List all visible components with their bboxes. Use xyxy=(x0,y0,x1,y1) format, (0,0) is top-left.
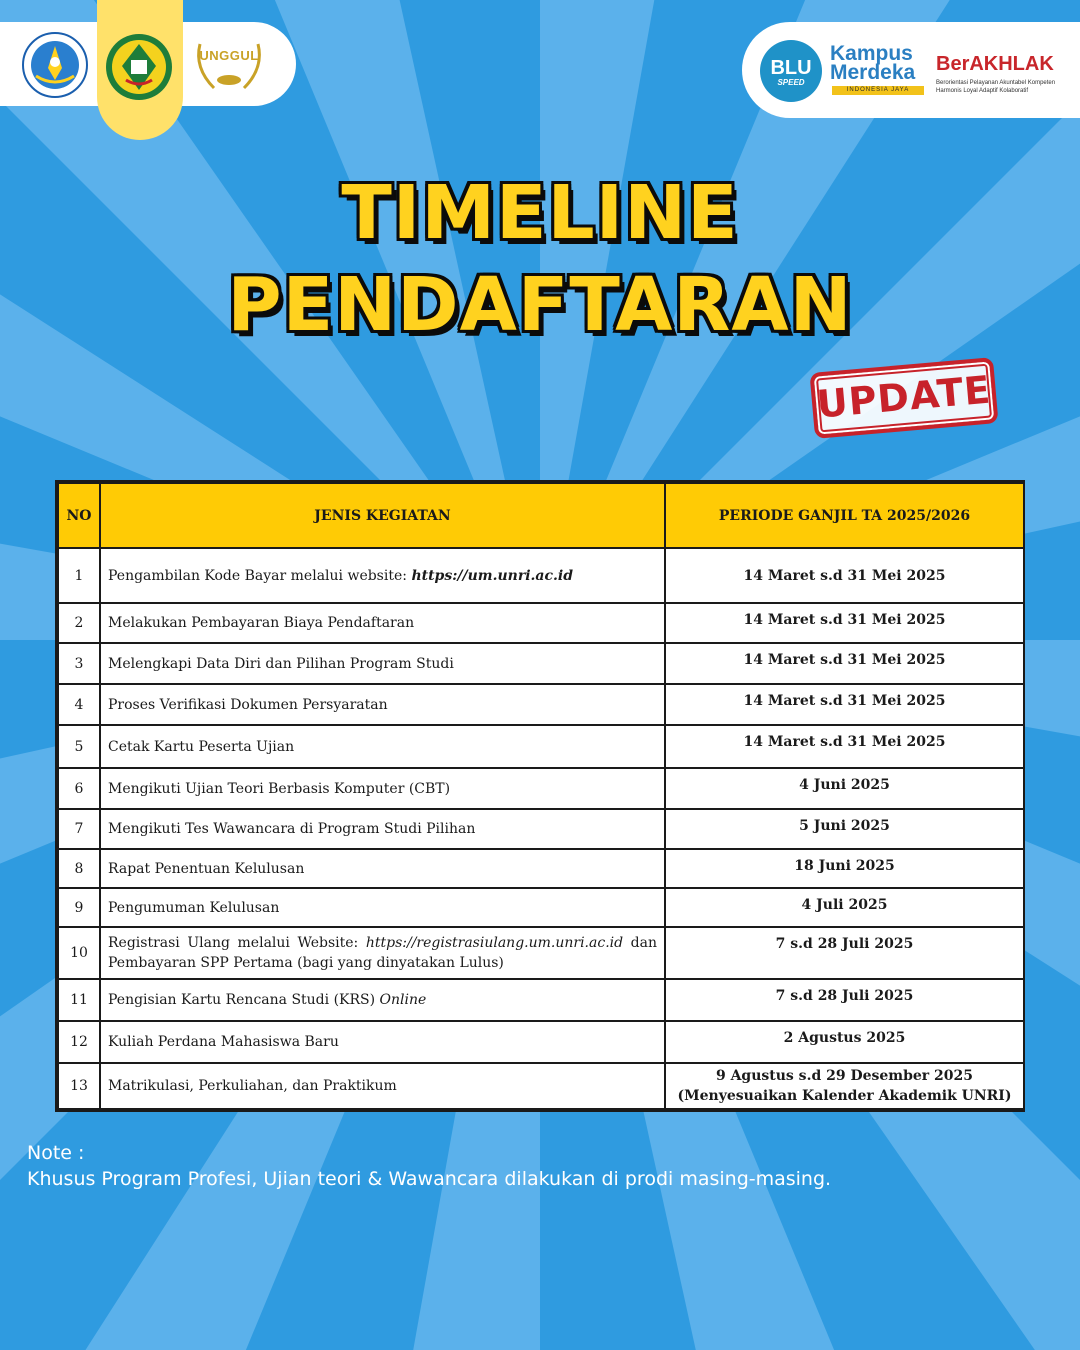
kampus-label: Kampus xyxy=(830,42,913,65)
table-header-row xyxy=(58,483,1024,548)
activity-text: Registrasi Ulang melalui Website: xyxy=(108,935,366,951)
column-header-no: NO xyxy=(58,483,100,548)
row-activity: Pengumuman Kelulusan xyxy=(100,888,665,927)
footnote xyxy=(27,1140,831,1192)
activity-text: dan Pembayaran SPP Pertama (bagi yang dinyatakan Lulus) xyxy=(108,935,657,971)
activity-text: Pengisian Kartu Rencana Studi (KRS) xyxy=(108,992,380,1008)
blu-label: BLU xyxy=(770,57,812,79)
note-text: Khusus Program Profesi, Ujian teori & Wawancara dilakukan di prodi masing-masing. xyxy=(27,1168,832,1190)
table-row xyxy=(58,768,1024,809)
table-row xyxy=(58,927,1024,979)
row-date: 2 Agustus 2025 xyxy=(665,1021,1024,1063)
row-date: 14 Maret s.d 31 Mei 2025 xyxy=(665,684,1024,725)
row-number: 7 xyxy=(58,809,100,849)
update-stamp: UPDATE xyxy=(809,357,998,439)
table-row xyxy=(58,849,1024,888)
row-activity: Mengikuti Tes Wawancara di Program Studi Pilihan xyxy=(100,809,665,849)
row-date: 7 s.d 28 Juli 2025 xyxy=(665,979,1024,1021)
note-label: Note : xyxy=(27,1142,85,1164)
row-date: 14 Maret s.d 31 Mei 2025 xyxy=(665,548,1024,603)
row-date-line-2: (Menyesuaikan Kalender Akademik UNRI) xyxy=(677,1088,1012,1104)
berakhlak-logo: BerAKHLAK xyxy=(936,53,1054,75)
berakhlak-tagline: Berorientasi Pelayanan Akuntabel Kompeten Harmonis Loyal Adaptif Kolaboratif xyxy=(936,80,1056,94)
page-title-line-2: PENDAFTARAN xyxy=(227,262,853,348)
table-row xyxy=(58,1063,1024,1109)
universitas-riau-logo xyxy=(104,32,174,102)
row-date: 14 Maret s.d 31 Mei 2025 xyxy=(665,725,1024,768)
row-activity xyxy=(100,548,665,603)
row-date: 5 Juni 2025 xyxy=(665,809,1024,849)
table-row xyxy=(58,725,1024,768)
table-row xyxy=(58,603,1024,643)
row-activity: Proses Verifikasi Dokumen Persyaratan xyxy=(100,684,665,725)
row-number: 5 xyxy=(58,725,100,768)
row-number: 13 xyxy=(58,1063,100,1109)
row-date: 14 Maret s.d 31 Mei 2025 xyxy=(665,603,1024,643)
row-date: 4 Juni 2025 xyxy=(665,768,1024,809)
unggul-label: UNGGUL xyxy=(199,48,259,63)
row-activity: Matrikulasi, Perkuliahan, dan Praktikum xyxy=(100,1063,665,1109)
column-header-activity: JENIS KEGIATAN xyxy=(100,483,665,548)
table-row xyxy=(58,643,1024,684)
row-number: 11 xyxy=(58,979,100,1021)
row-activity: Kuliah Perdana Mahasiswa Baru xyxy=(100,1021,665,1063)
timeline-table xyxy=(55,480,1025,1112)
table-row xyxy=(58,979,1024,1021)
table-row xyxy=(58,888,1024,927)
blu-logo xyxy=(760,40,822,102)
row-number: 4 xyxy=(58,684,100,725)
row-activity: Mengikuti Ujian Teori Berbasis Komputer (CBT) xyxy=(100,768,665,809)
table-row xyxy=(58,1021,1024,1063)
row-activity: Melengkapi Data Diri dan Pilihan Program Studi xyxy=(100,643,665,684)
website-link[interactable]: https://registrasiulang.um.unri.ac.id xyxy=(365,935,624,951)
row-date: 18 Juni 2025 xyxy=(665,849,1024,888)
row-number: 12 xyxy=(58,1021,100,1063)
row-number: 3 xyxy=(58,643,100,684)
tut-wuri-handayani-logo xyxy=(22,32,88,98)
column-header-period: PERIODE GANJIL TA 2025/2026 xyxy=(665,483,1024,548)
row-number: 8 xyxy=(58,849,100,888)
row-number: 9 xyxy=(58,888,100,927)
table-row xyxy=(58,809,1024,849)
row-date xyxy=(665,1063,1024,1109)
activity-text: Pengambilan Kode Bayar melalui website: xyxy=(108,567,412,584)
row-number: 1 xyxy=(58,548,100,603)
row-activity xyxy=(100,979,665,1021)
table-row xyxy=(58,548,1024,603)
table-row xyxy=(58,684,1024,725)
merdeka-label: Merdeka xyxy=(830,61,916,84)
row-date-line-1: 9 Agustus s.d 29 Desember 2025 xyxy=(715,1068,974,1084)
website-link[interactable]: https://um.unri.ac.id xyxy=(411,567,573,584)
row-activity: Cetak Kartu Peserta Ujian xyxy=(100,725,665,768)
activity-text-italic: Online xyxy=(379,992,427,1008)
row-number: 6 xyxy=(58,768,100,809)
blu-speed-label: SPEED xyxy=(777,78,805,87)
row-number: 10 xyxy=(58,927,100,979)
unggul-accreditation-logo xyxy=(192,36,266,98)
kampus-merdeka-tagline: INDONESIA JAYA xyxy=(832,86,924,95)
row-date: 14 Maret s.d 31 Mei 2025 xyxy=(665,643,1024,684)
row-date: 4 Juli 2025 xyxy=(665,888,1024,927)
row-date: 7 s.d 28 Juli 2025 xyxy=(665,927,1024,979)
row-activity xyxy=(100,927,665,979)
kampus-merdeka-logo xyxy=(830,44,915,82)
row-number: 2 xyxy=(58,603,100,643)
page-title-line-1: TIMELINE xyxy=(341,170,739,256)
row-activity: Rapat Penentuan Kelulusan xyxy=(100,849,665,888)
row-activity: Melakukan Pembayaran Biaya Pendaftaran xyxy=(100,603,665,643)
